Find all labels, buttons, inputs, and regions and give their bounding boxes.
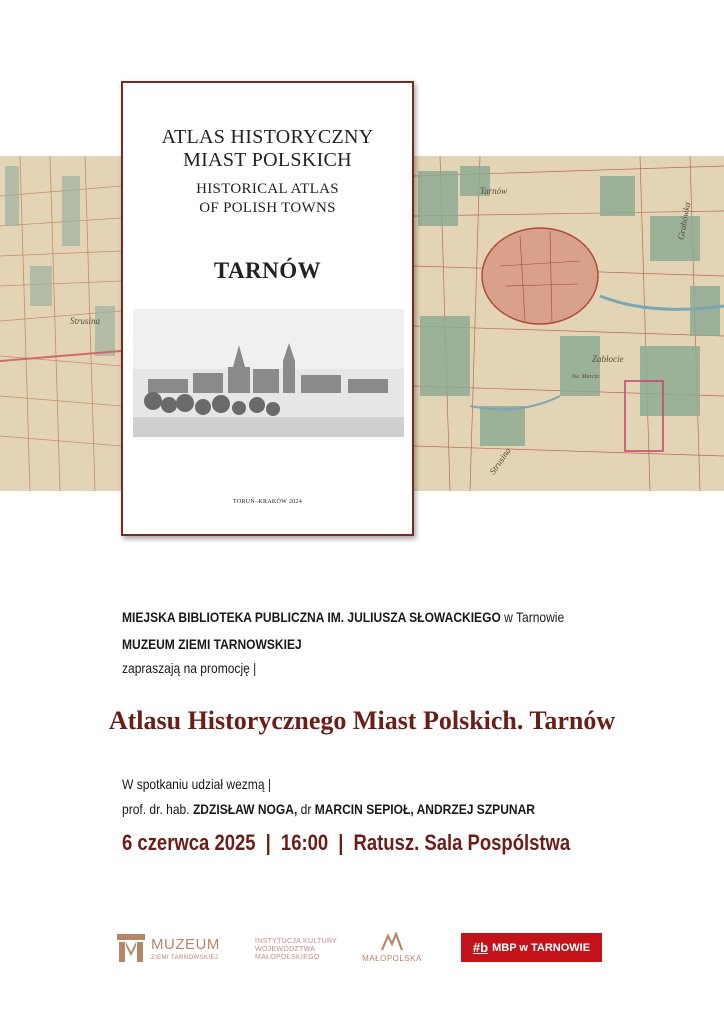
event-date: 6 czerwca 2025 (122, 830, 256, 855)
book-title-polish: ATLAS HISTORYCZNY MIAST POLSKICH (161, 126, 374, 171)
town-panorama-engraving (133, 309, 404, 437)
malopolska-mark-icon (380, 932, 404, 952)
book-cover (121, 81, 414, 536)
separator: | (338, 830, 344, 855)
map-label-grabowka: Grabówka (675, 201, 693, 241)
invitation-text: zapraszają na promocję | (122, 660, 257, 676)
map-label-sw-marcin: Sw. Marcin (572, 374, 599, 380)
institution-logo: INSTYTUCJA KULTURY WOJEWÓDZTWA MAŁOPOLSKIEGO (255, 938, 338, 961)
malopolska-logo: MAŁOPOLSKA (356, 932, 428, 963)
map-label-strusina-river: Strusina (487, 445, 513, 477)
map-label-zablocie: Zabłocie (592, 354, 624, 364)
organizer-museum: MUZEUM ZIEMI TARNOWSKIEJ (122, 636, 302, 652)
museum-mark-icon (117, 934, 145, 962)
book-imprint: TORUŃ–KRAKÓW 2024 (232, 499, 303, 505)
book-title-english: HISTORICAL ATLAS OF POLISH TOWNS (196, 181, 339, 216)
organizer-library: MIEJSKA BIBLIOTEKA PUBLICZNA IM. JULIUSZA SŁOWACKIEGO w Tarnowie (122, 609, 565, 625)
separator: | (265, 830, 271, 855)
museum-logo: MUZEUM ZIEMI TARNOWSKIEJ (117, 932, 237, 966)
map-label-strusina: Strusina (70, 316, 101, 326)
book-city: TARNÓW (213, 258, 322, 283)
map-label-tarnow: Tarnów (480, 186, 508, 196)
event-time: 16:00 (280, 830, 329, 855)
speakers-list: prof. dr. hab. ZDZISŁAW NOGA, dr MARCIN SEPIOŁ, ANDRZEJ SZPUNAR (122, 801, 536, 817)
event-headline: Atlasu Historycznego Miast Polskich. Tarnów (108, 706, 616, 735)
speakers-intro: W spotkaniu udział wezmą | (122, 776, 272, 792)
mbp-logo: #b MBP w TARNOWIE (461, 933, 602, 962)
event-place: Ratusz. Sala Pospólstwa (353, 830, 571, 855)
event-details (122, 830, 570, 856)
